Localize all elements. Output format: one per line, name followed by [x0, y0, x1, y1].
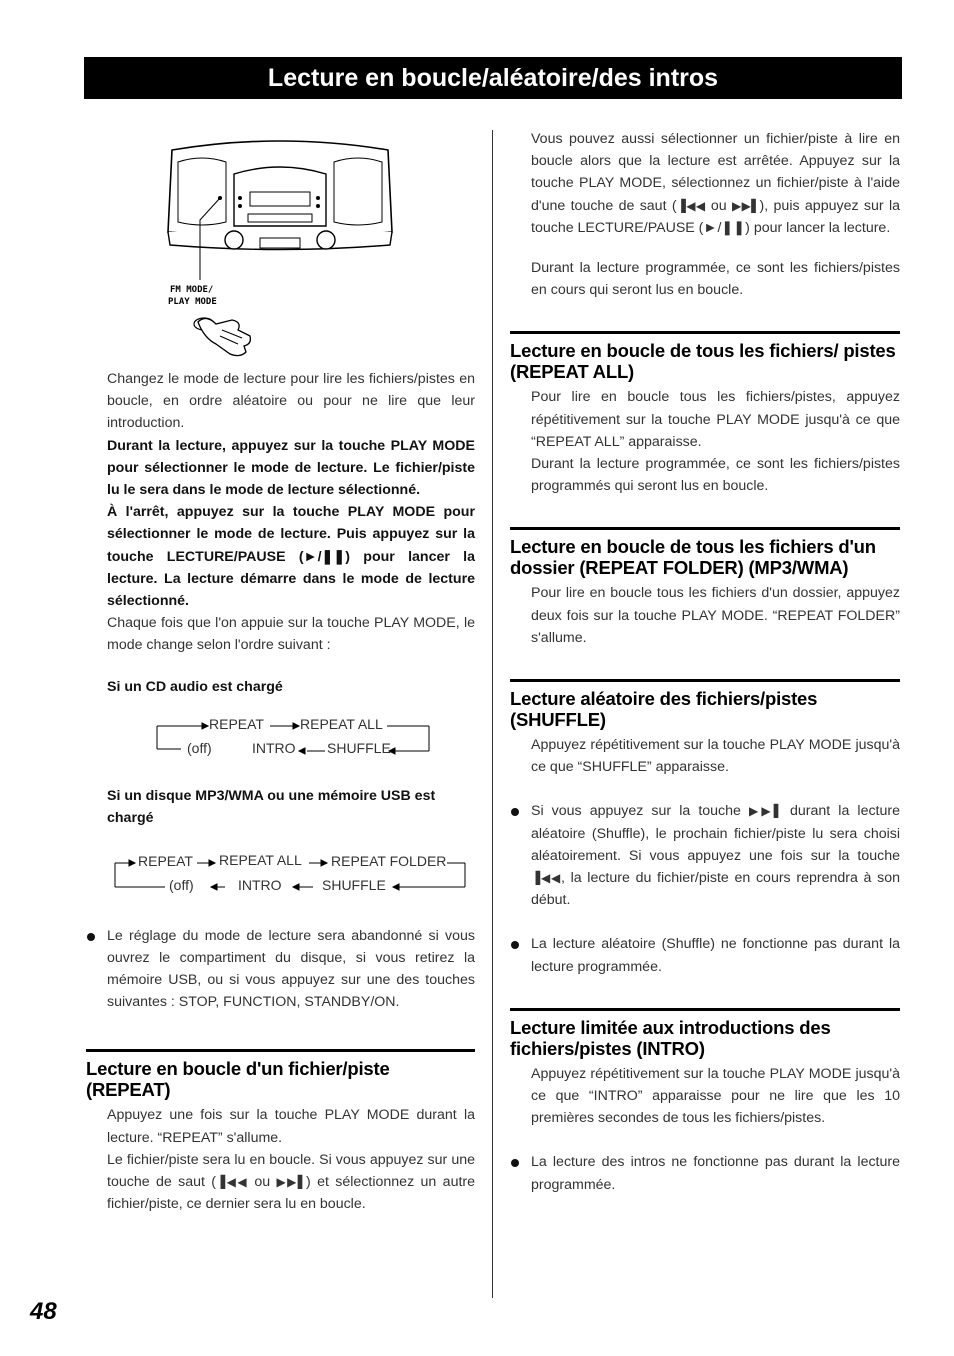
repeat-paragraph-2: Le fichier/piste sera lu en boucle. Si vous appuyez sur une touche de saut (▐◀◀ ou ▶▶▌) et sélectionnez un autre fichier/piste, ce dernier sera lu en boucle. — [107, 1151, 476, 1213]
cd-flow-repeat-all: REPEAT ALL — [300, 715, 383, 732]
repeat-heading: Lecture en boucle d'un fichier/piste (REPEAT) — [86, 1049, 475, 1100]
cd-flow-shuffle: SHUFFLE — [327, 739, 391, 756]
shuffle-heading: Lecture aléatoire des fichiers/pistes (SHUFFLE) — [510, 679, 900, 730]
mp3-mode-flow — [107, 847, 475, 911]
page-title: Lecture en boucle/aléatoire/des intros — [84, 57, 902, 99]
device-illustration — [160, 130, 400, 365]
mp3-flow-repeat-folder: REPEAT FOLDER — [331, 852, 447, 869]
mp3-flow-repeat-all: REPEAT ALL — [219, 851, 302, 868]
repeat-paragraph-1: Appuyez une fois sur la touche PLAY MODE durant la lecture. “REPEAT” s'allume. — [107, 1107, 475, 1146]
cycle-paragraph: Chaque fois que l'on appuie sur la touche PLAY MODE, le mode change selon l'ordre suivant : — [107, 615, 475, 654]
intro-paragraph-right: Appuyez répétitivement sur la touche PLAY MODE jusqu'à ce que “INTRO” apparaisse pour ne lire que les 10 premières secondes de tous les fichiers/pistes. — [531, 1065, 900, 1127]
column-divider — [492, 130, 493, 1298]
programmed-repeat-paragraph: Durant la lecture programmée, ce sont les fichiers/pistes en cours qui seront lus en boucle. — [531, 260, 900, 299]
repeat-folder-heading: Lecture en boucle de tous les fichiers d'un dossier (REPEAT FOLDER) (MP3/WMA) — [510, 527, 900, 578]
mp3-flow-repeat: REPEAT — [138, 852, 193, 869]
repeat-all-paragraph-2: Durant la lecture programmée, ce sont les fichiers/pistes programmés qui seront lus en boucle. — [531, 456, 900, 495]
cd-heading: Si un CD audio est chargé — [107, 678, 283, 695]
stopped-repeat-paragraph: Vous pouvez aussi sélectionner un fichier/piste à lire en boucle alors que la lecture est arrêtée. Appuyez sur la touche PLAY MODE, sélectionnez un fichier/piste à l'aide d'une touche de saut (▐◀◀ ou ▶▶▌), puis appuyez sur la touche LECTURE/PAUSE (►/❚❚) pour lancer la lecture. — [531, 131, 900, 236]
bullet-icon — [511, 1159, 519, 1167]
illustration-label-1: FM MODE/ — [170, 285, 214, 295]
illustration-label-2: PLAY MODE — [168, 297, 217, 307]
skip-back-icon: ▐◀◀ — [531, 871, 561, 886]
bullet-icon — [511, 808, 519, 816]
cd-mode-flow — [107, 709, 475, 769]
skip-forward-icon: ▶▶▌ — [732, 198, 760, 213]
mp3-heading: Si un disque MP3/WMA ou une mémoire USB est chargé — [107, 787, 436, 826]
mp3-flow-intro: INTRO — [238, 876, 282, 893]
instruction-during-playback: Durant la lecture, appuyez sur la touche PLAY MODE pour sélectionner le mode de lecture. Le fichier/piste lu le sera dans le mode de lecture sélectionné. — [107, 437, 475, 499]
skip-forward-icon: ▶▶▌ — [748, 804, 782, 819]
intro-heading: Lecture limitée aux introductions des fichiers/pistes (INTRO) — [510, 1008, 900, 1059]
repeat-all-heading: Lecture en boucle de tous les fichiers/ pistes (REPEAT ALL) — [510, 331, 900, 382]
skip-forward-icon: ▶▶▌ — [276, 1175, 307, 1190]
intro-paragraph: Changez le mode de lecture pour lire les fichiers/pistes en boucle, en ordre aléatoire ou pour ne lire que leur introduction. — [107, 371, 475, 432]
shuffle-paragraph: Appuyez répétitivement sur la touche PLAY MODE jusqu'à ce que “SHUFFLE” apparaisse. — [531, 737, 900, 776]
reset-note — [107, 925, 475, 1014]
mp3-flow-shuffle: SHUFFLE — [322, 876, 386, 893]
repeat-folder-paragraph: Pour lire en boucle tous les fichiers d'un dossier, appuyez deux fois sur la touche PLAY MODE. “REPEAT FOLDER” s'allume. — [531, 585, 900, 646]
shuffle-note-1: Si vous appuyez sur la touche ▶▶▌ durant la lecture aléatoire (Shuffle), le prochain fichier/piste lu sera choisi aléatoirement. Si vous appuyez une fois sur la touche ▐◀◀, la lecture du fichier/piste en cours reprendra à son début. — [531, 800, 900, 911]
cd-flow-repeat: REPEAT — [209, 715, 264, 732]
reset-note-text: Le réglage du mode de lecture sera abandonné si vous ouvrez le compartiment du disque, si vous retirez la mémoire USB, ou si vous appuyez sur une des touches suivantes : STOP, FUNCTION, STANDBY/ON. — [107, 927, 475, 1011]
instruction-stopped: À l'arrêt, appuyez sur la touche PLAY MODE pour sélectionner le mode de lecture. Puis appuyez sur la touche LECTURE/PAUSE (►/❚❚) pour lancer la lecture. La lecture démarre dans le mode de lecture sélectionné. — [107, 504, 475, 610]
repeat-all-paragraph-1: Pour lire en boucle tous les fichiers/pistes, appuyez répétitivement sur la touche PLAY MODE jusqu'à ce que “REPEAT ALL” apparaisse. — [531, 389, 900, 450]
page-number: 48 — [30, 1298, 57, 1325]
cd-flow-off: (off) — [187, 739, 212, 756]
shuffle-note-2: La lecture aléatoire (Shuffle) ne fonctionne pas durant la lecture programmée. — [531, 933, 900, 977]
bullet-icon — [511, 941, 519, 949]
skip-back-icon: ▐◀◀ — [676, 198, 706, 213]
skip-back-icon: ▐◀◀ — [216, 1175, 248, 1190]
intro-note: La lecture des intros ne fonctionne pas durant la lecture programmée. — [531, 1151, 900, 1195]
cd-flow-intro: INTRO — [252, 739, 296, 756]
mp3-flow-off: (off) — [169, 876, 194, 893]
bullet-icon — [87, 933, 95, 941]
